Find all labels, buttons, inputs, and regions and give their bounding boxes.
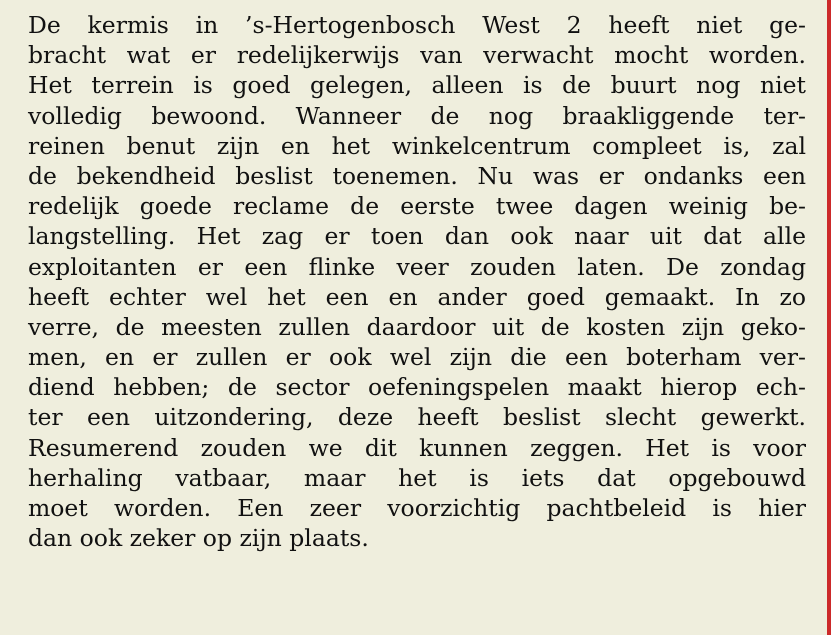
page-edge-border: [827, 0, 831, 635]
text-line: men, en er zullen er ook wel zijn die een boterham ver-: [28, 343, 806, 372]
text-line: exploitanten er een flinke veer zouden laten. De zondag: [28, 252, 806, 281]
text-line: dan ook zeker op zijn plaats.: [28, 524, 369, 553]
text-line: de bekendheid beslist toenemen. Nu was er ondanks een: [28, 161, 806, 190]
text-line: Het terrein is goed gelegen, alleen is de buurt nog niet: [28, 71, 806, 100]
text-line: De kermis in ’s-Hertogenbosch West 2 heeft niet ge-: [28, 11, 806, 39]
text-line: langstelling. Het zag er toen dan ook naar uit dat alle: [28, 222, 806, 251]
text-line: redelijk goede reclame de eerste twee dagen weinig be-: [28, 192, 806, 221]
text-line: ter een uitzondering, deze heeft beslist slecht gewerkt.: [28, 403, 806, 432]
text-line: reinen benut zijn en het winkelcentrum compleet is, zal: [28, 131, 806, 160]
text-line: volledig bewoond. Wanneer de nog braakliggende ter-: [28, 101, 806, 130]
text-line: verre, de meesten zullen daardoor uit de kosten zijn geko-: [28, 312, 806, 341]
text-line: heeft echter wel het een en ander goed gemaakt. In zo: [28, 282, 806, 311]
text-line: Resumerend zouden we dit kunnen zeggen. Het is voor: [28, 433, 806, 462]
text-line: moet worden. Een zeer voorzichtig pachtbeleid is hier: [28, 494, 806, 522]
article-paragraph: [28, 10, 806, 553]
text-line: herhaling vatbaar, maar het is iets dat opgebouwd: [28, 463, 806, 492]
text-line: diend hebben; de sector oefeningspelen maakt hierop ech-: [28, 373, 806, 402]
text-line: bracht wat er redelijkerwijs van verwacht mocht worden.: [28, 41, 806, 70]
